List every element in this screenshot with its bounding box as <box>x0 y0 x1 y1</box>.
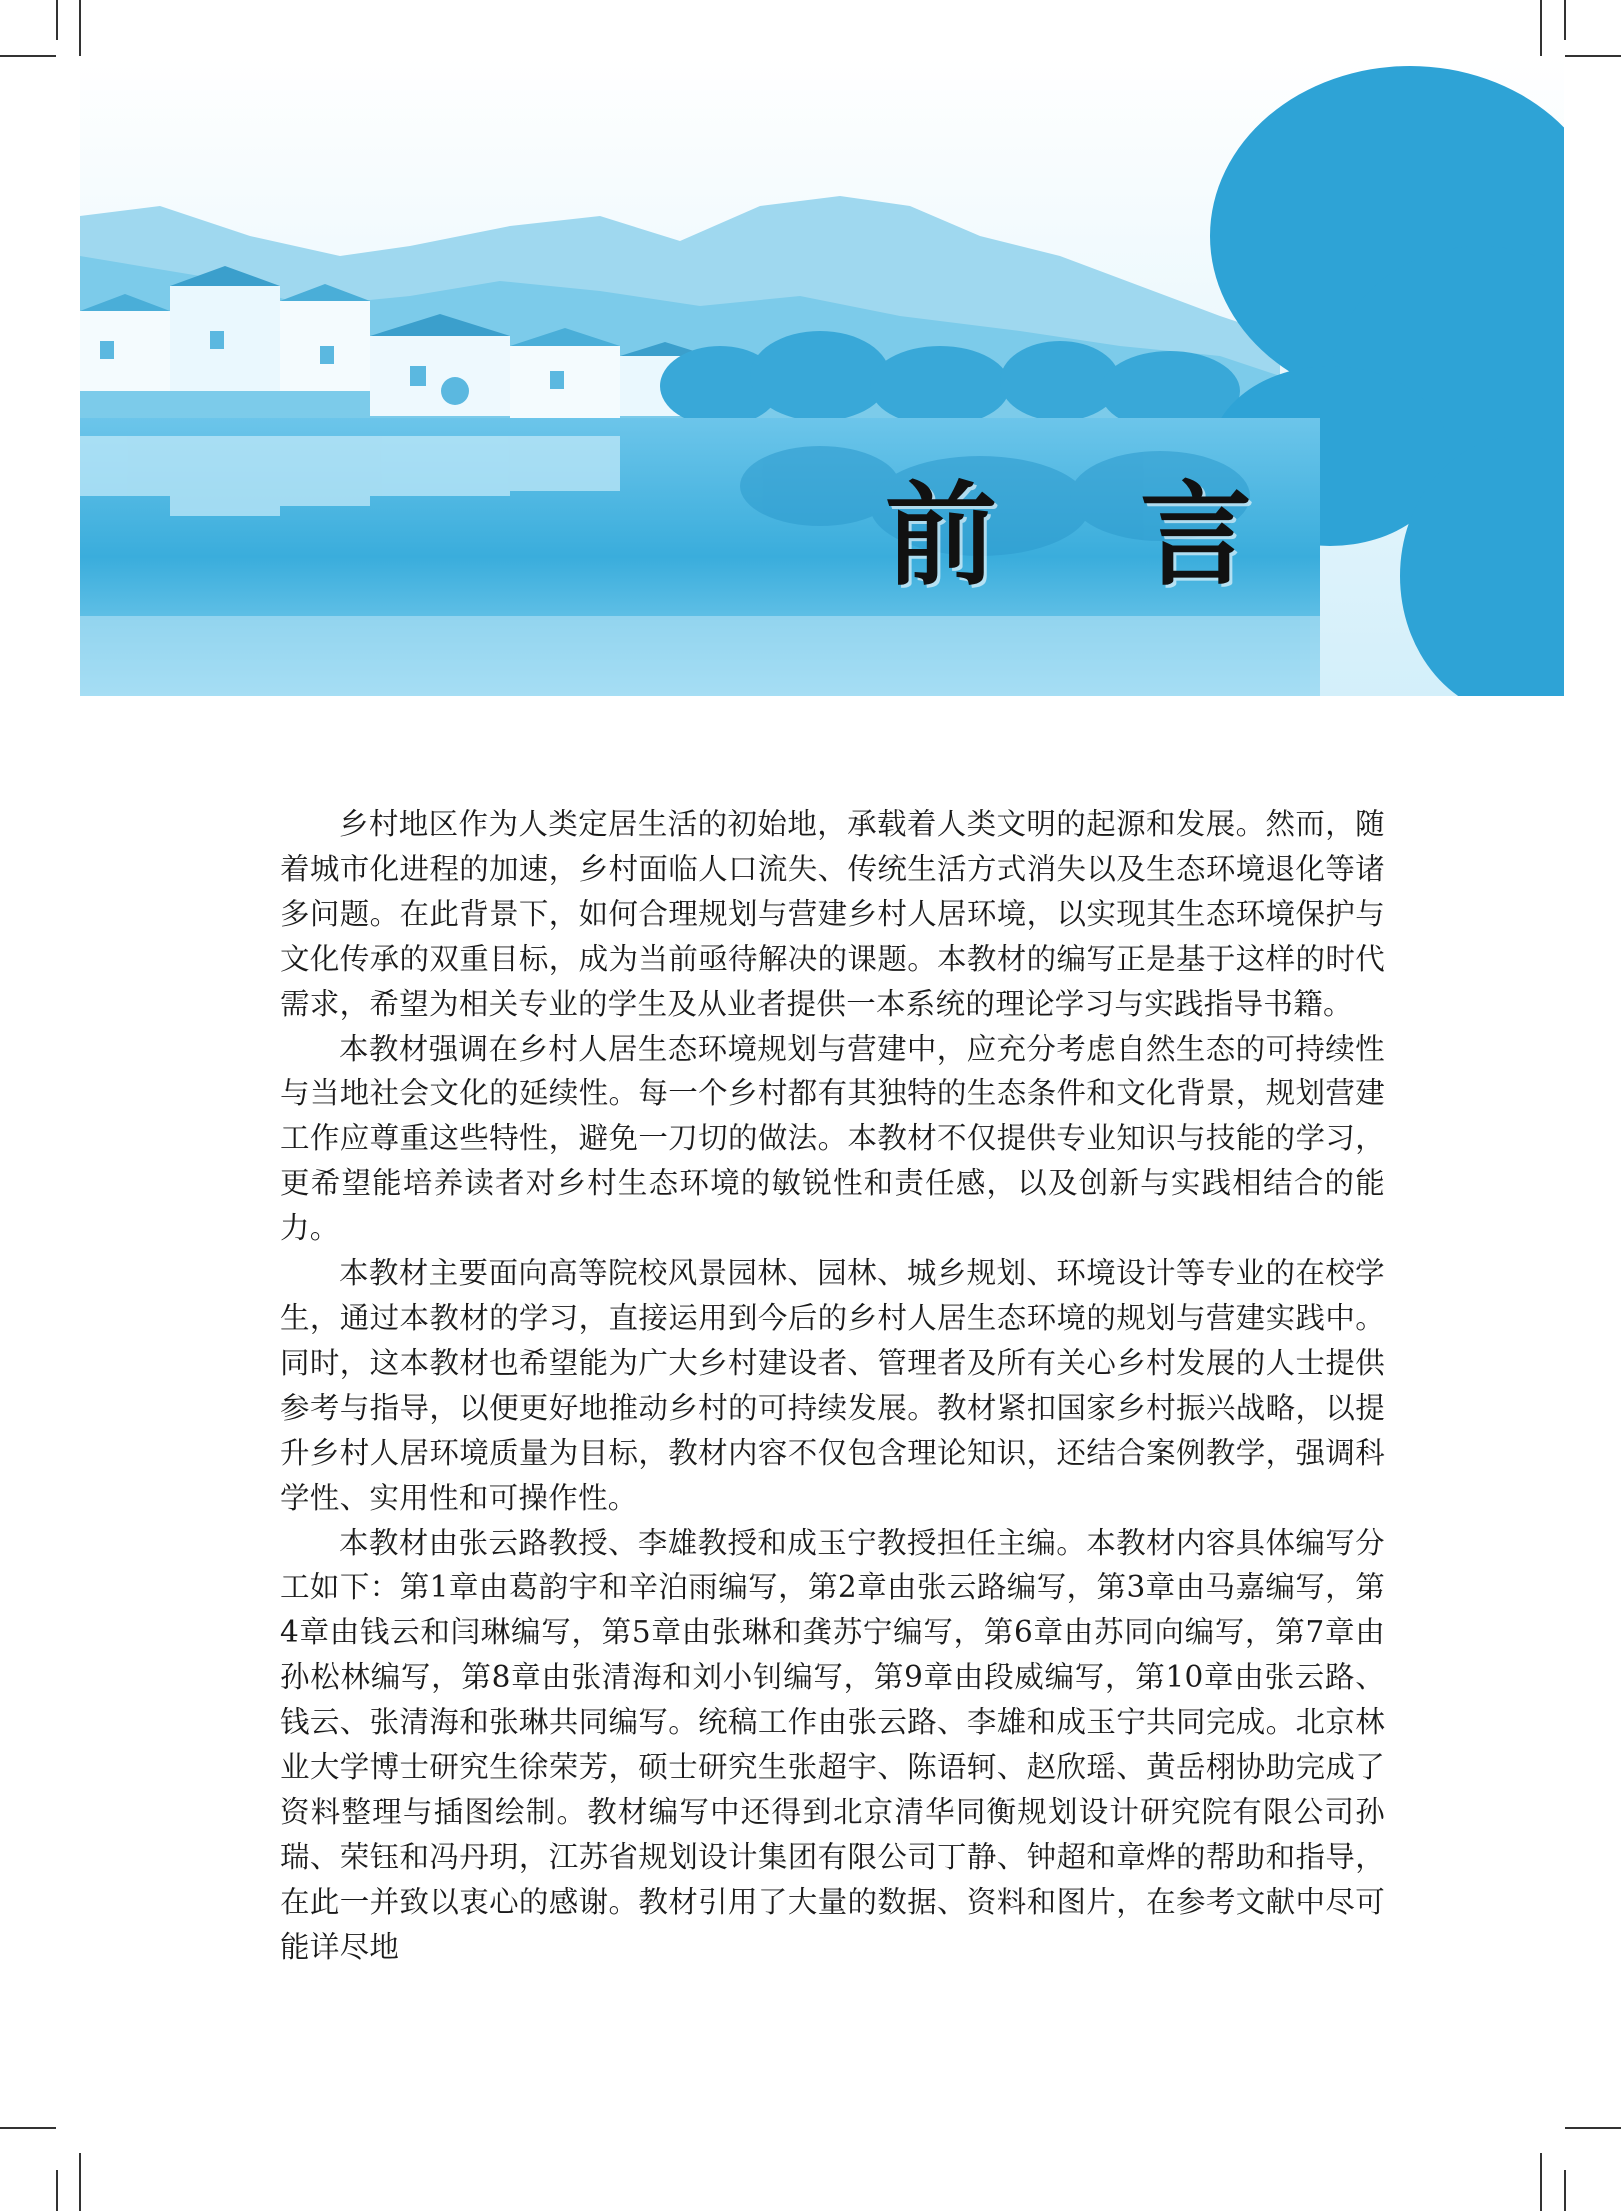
crop-mark-tl-v <box>79 0 81 56</box>
crop-mark-br-v2 <box>1564 2170 1566 2211</box>
crop-mark-bl-v <box>79 2153 81 2211</box>
crop-mark-tr-v2 <box>1564 0 1566 40</box>
crop-mark-bl-v2 <box>56 2170 58 2211</box>
paragraph: 本教材主要面向高等院校风景园林、园林、城乡规划、环境设计等专业的在校学生，通过本教材的学习，直接运用到今后的乡村人居生态环境的规划与营建实践中。同时，这本教材也希望能为广大乡村建设者、管理者及所有关心乡村发展的人士提供参考与指导，以便更好地推动乡村的可持续发展。教材紧扣国家乡村振兴战略，以提升乡村人居环境质量为目标，教材内容不仅包含理论知识，还结合案例教学，强调科学性、实用性和可操作性。 <box>280 1256 1385 1515</box>
crop-mark-bl-h <box>0 2127 56 2129</box>
crop-mark-br-h <box>1565 2127 1621 2129</box>
crop-mark-br-v <box>1540 2153 1542 2211</box>
paragraph: 乡村地区作为人类定居生活的初始地，承载着人类文明的起源和发展。然而，随着城市化进程的加速，乡村面临人口流失、传统生活方式消失以及生态环境退化等诸多问题。在此背景下，如何合理规划与营建乡村人居环境，以实现其生态环境保护与文化传承的双重目标，成为当前亟待解决的课题。本教材的编写正是基于这样的时代需求，希望为相关专业的学生及从业者提供一本系统的理论学习与实践指导书籍。 <box>280 807 1385 1021</box>
crop-mark-tl-v2 <box>56 0 58 40</box>
crop-mark-tr-h <box>1565 55 1621 57</box>
paragraph: 本教材强调在乡村人居生态环境规划与营建中，应充分考虑自然生态的可持续性与当地社会文化的延续性。每一个乡村都有其独特的生态条件和文化背景，规划营建工作应尊重这些特性，避免一刀切的做法。本教材不仅提供专业知识与技能的学习，更希望能培养读者对乡村生态环境的敏锐性和责任感，以及创新与实践相结合的能力。 <box>280 1031 1385 1246</box>
preface-body <box>280 802 1385 1970</box>
crop-mark-tr-v <box>1540 0 1542 56</box>
crop-mark-tl-h <box>0 55 56 57</box>
page-title: 前 言 <box>885 470 1304 601</box>
landscape-illustration <box>80 56 1564 696</box>
paragraph: 本教材由张云路教授、李雄教授和成玉宁教授担任主编。本教材内容具体编写分工如下：第1章由葛韵宇和辛泊雨编写，第2章由张云路编写，第3章由马嘉编写，第4章由钱云和闫琳编写，第5章由张琳和龚苏宁编写，第6章由苏同向编写，第7章由孙松林编写，第8章由张清海和刘小钊编写，第9章由段威编写，第10章由张云路、钱云、张清海和张琳共同编写。统稿工作由张云路、李雄和成玉宁共同完成。北京林业大学博士研究生徐荣芳，硕士研究生张超宇、陈语轲、赵欣瑶、黄岳栩协助完成了资料整理与插图绘制。教材编写中还得到北京清华同衡规划设计研究院有限公司孙瑞、荣钰和冯丹玥，江苏省规划设计集团有限公司丁静、钟超和章烨的帮助和指导，在此一并致以衷心的感谢。教材引用了大量的数据、资料和图片，在参考文献中尽可能详尽地 <box>280 1525 1385 1964</box>
header-banner-image <box>80 56 1564 696</box>
